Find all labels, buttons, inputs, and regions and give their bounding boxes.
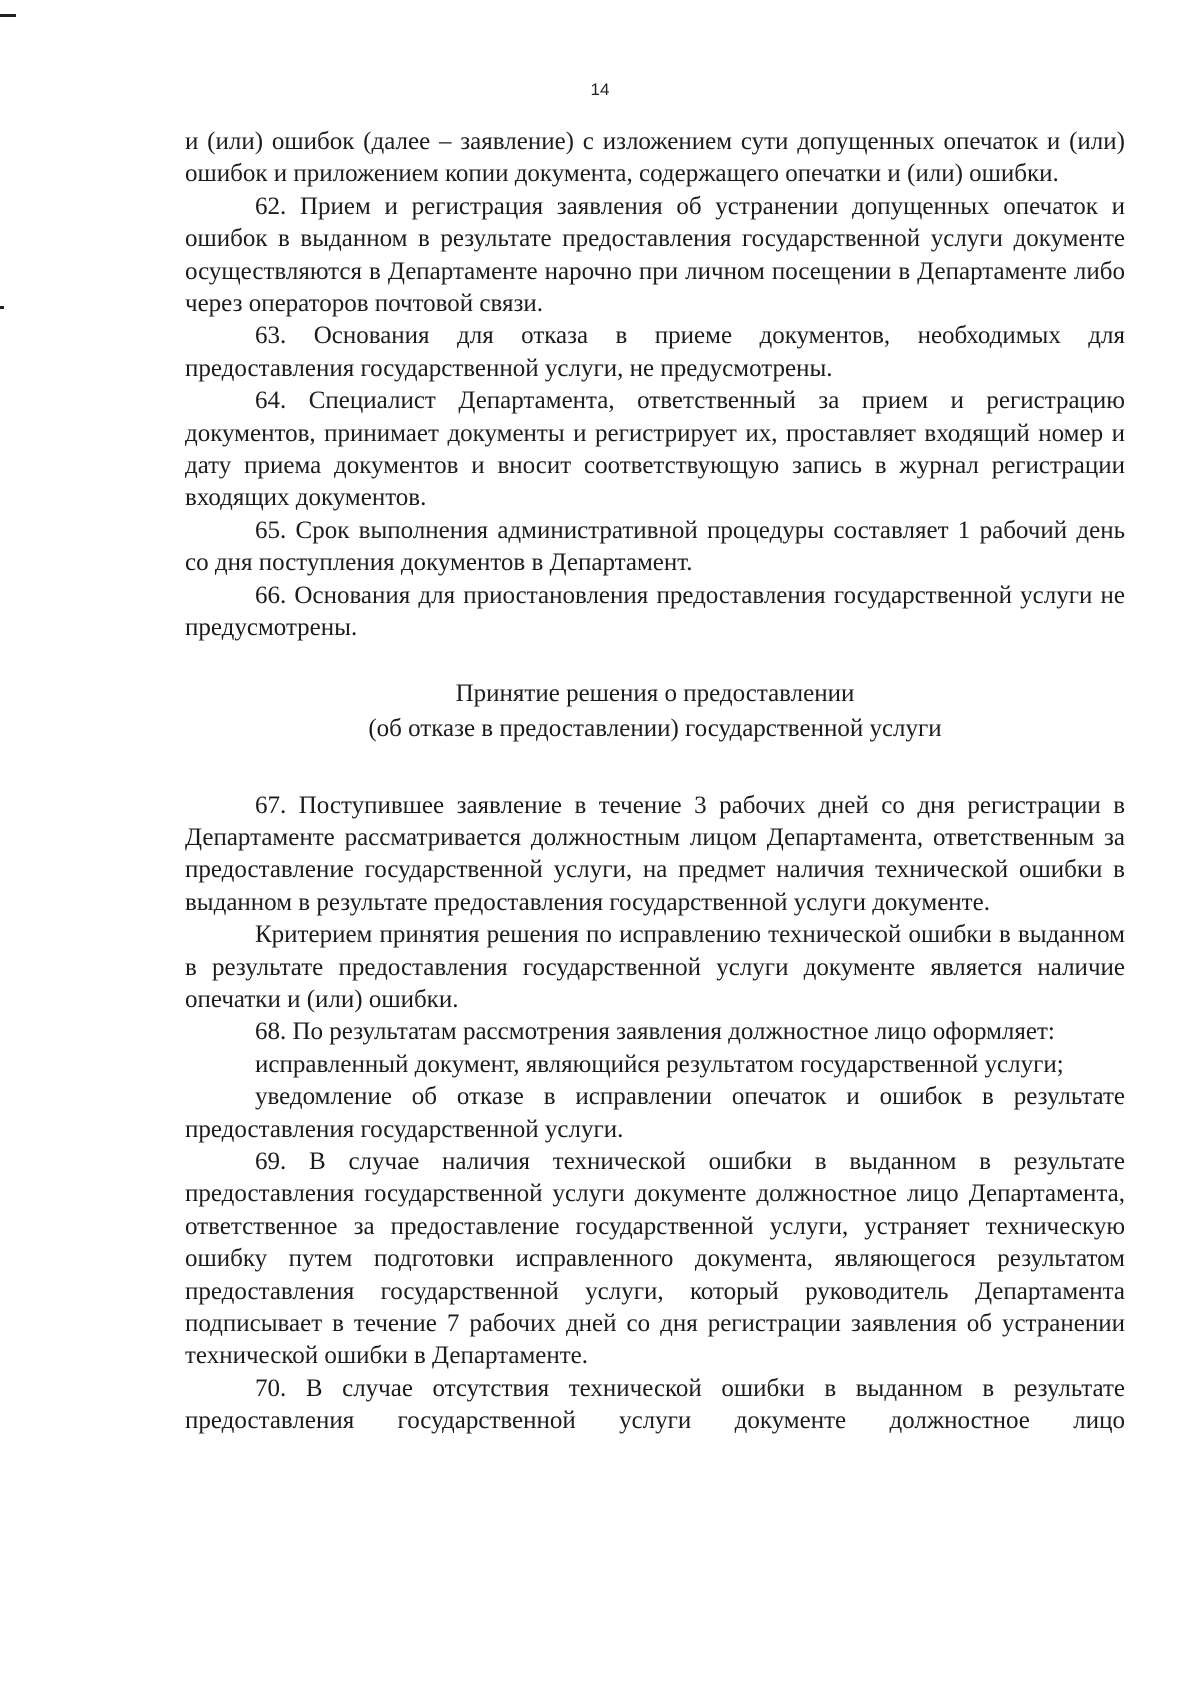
paragraph-62: 62. Прием и регистрация заявления об устранении допущенных опечаток и ошибок в выданном в результате предоставления государственной услуги документе осуществляются в Департаменте нарочно при личном посещении в Департаменте либо через операторов почтовой связи. — [185, 192, 1125, 318]
paragraph-68-item-1: исправленный документ, являющийся результатом государственной услуги; — [255, 1050, 1064, 1078]
section-heading — [185, 676, 1125, 746]
paragraph-64: 64. Специалист Департамента, ответственный за прием и регистрацию документов, принимает документы и регистрирует их, проставляет входящий номер и дату приема документов и вносит соответствующую запись в журнал регистрации входящих документов. — [185, 387, 1125, 512]
page-number: 14 — [590, 80, 610, 99]
section-heading-line-2: (об отказе в предоставлении) государственной услуги — [368, 714, 942, 742]
paragraph-67: 67. Поступившее заявление в течение 3 рабочих дней со дня регистрации в Департаменте рассматривается должностным лицом Департамента, ответственным за предоставление государственной услуги, на предмет наличия технической ошибки в выданном в результате предоставления государственной услуги документе. — [185, 791, 1125, 916]
paragraph-70: 70. В случае отсутствия технической ошибки в выданном в результате предоставления государственной услуги документе должностное лицо — [185, 1374, 1125, 1435]
paragraph-65: 65. Срок выполнения административной процедуры составляет 1 рабочий день со дня поступления документов в Департамент. — [185, 516, 1125, 577]
scan-mark-top — [0, 14, 16, 17]
paragraph-68: 68. По результатам рассмотрения заявления должностное лицо оформляет: — [255, 1018, 1055, 1046]
paragraph-68-item-2: уведомление об отказе в исправлении опечаток и ошибок в результате предоставления государственной услуги. — [185, 1083, 1125, 1143]
document-body — [185, 126, 1125, 1438]
scan-mark-middle — [0, 306, 4, 309]
section-heading-line-1: Принятие решения о предоставлении — [455, 679, 855, 707]
paragraph-63: 63. Основания для отказа в приеме документов, необходимых для предоставления государственной услуги, не предусмотрены. — [185, 322, 1125, 382]
paragraph-69: 69. В случае наличия технической ошибки в выданном в результате предоставления государственной услуги документе должностное лицо Департамента, ответственное за предоставление государственной услуги, устраняет техническую ошибку путем подготовки исправленного документа, являющегося результатом предоставления государственной услуги, который руководитель Департамента подписывает в течение 7 рабочих дней со дня регистрации заявления об устранении технической ошибки в Департаменте. — [185, 1147, 1125, 1370]
paragraph-criterion: Критерием принятия решения по исправлению технической ошибки в выданном в результате предоставления государственной услуги документе является наличие опечатки и (или) ошибки. — [185, 921, 1125, 1013]
paragraph-66: 66. Основания для приостановления предоставления государственной услуги не предусмотрены. — [185, 581, 1125, 642]
paragraph-continuation: и (или) ошибок (далее – заявление) с изложением сути допущенных опечаток и (или) ошибок и приложением копии документа, содержащего опечатки и (или) ошибки. — [185, 128, 1125, 188]
